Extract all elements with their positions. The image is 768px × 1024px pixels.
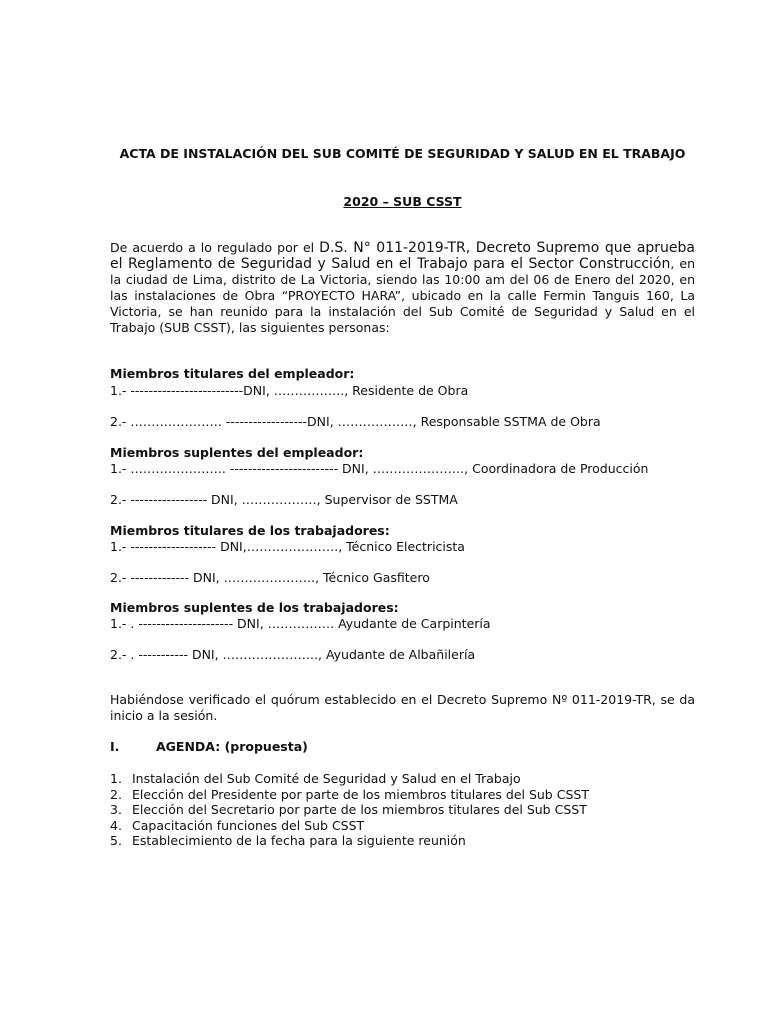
member-line: 2.- …………………. ------------------DNI, ………………, Responsable SSTMA de Obra: [110, 414, 601, 429]
agenda-title: AGENDA: (propuesta): [156, 739, 308, 754]
section-heading-titulares-empleador: Miembros titulares del empleador:: [110, 366, 355, 381]
document-title: ACTA DE INSTALACIÓN DEL SUB COMITÉ DE SEGURIDAD Y SALUD EN EL TRABAJO: [119, 146, 686, 161]
list-item-text: Establecimiento de la fecha para la siguiente reunión: [132, 833, 466, 848]
member-line: 1.- . --------------------- DNI, ……………. Ayudante de Carpintería: [110, 616, 491, 631]
list-item-text: Elección del Presidente por parte de los miembros titulares del Sub CSST: [132, 786, 589, 802]
list-item: [110, 833, 589, 849]
agenda-heading: [110, 739, 308, 754]
list-item-number: 2.: [110, 786, 122, 802]
member-line: 1.- -------------------------DNI, …………….., Residente de Obra: [110, 383, 469, 398]
member-line: 1.- ………………….. ------------------------ DNI, …………………., Coordinadora de Producción: [110, 461, 649, 476]
closing-paragraph: Habiéndose verificado el quórum establecido en el Decreto Supremo Nº 011-2019-TR, se da inicio a la sesión.: [110, 692, 695, 723]
list-item-text: Elección del Secretario por parte de los miembros titulares del Sub CSST: [132, 802, 587, 817]
member-line: 2.- ----------------- DNI, ………………, Supervisor de SSTMA: [110, 492, 458, 507]
intro-text-end: , en la ciudad de Lima, distrito de La Victoria, siendo las 10:00 am del 06 de Enero del 2020, en las instalaciones de Obra “PROYECTO HARA”, ubicado en la calle Fermin Tanguis 160, La Victoria, se han reunido para la instalación del Sub Comité de Seguridad y Salud en el Trabajo (SUB CSST), las siguientes personas:: [110, 256, 695, 335]
list-item: [110, 771, 589, 787]
list-item-number: 5.: [110, 833, 122, 848]
list-item-text: Capacitación funciones del Sub CSST: [132, 817, 365, 833]
agenda-list: [110, 771, 589, 849]
list-item-number: 3.: [110, 802, 122, 817]
document-subtitle: 2020 – SUB CSST: [343, 194, 462, 209]
section-heading-suplentes-empleador: Miembros suplentes del empleador:: [110, 445, 364, 460]
member-line: 2.- ------------- DNI, …………………., Técnico Gasfitero: [110, 570, 430, 585]
intro-decree-reference: D.S. N° 011-2019-TR, Decreto Supremo que aprueba el Reglamento de Seguridad y Salud en el Trabajo para el Sector Construcción: [110, 240, 695, 272]
member-line: 2.- . ----------- DNI, ………………….., Ayudante de Albañilería: [110, 647, 476, 662]
agenda-number: I.: [110, 739, 120, 754]
list-item: [110, 818, 589, 834]
intro-paragraph: [110, 240, 695, 336]
section-heading-titulares-trabajadores: Miembros titulares de los trabajadores:: [110, 523, 390, 538]
list-item-number: 1.: [110, 771, 122, 786]
list-item-text: Instalación del Sub Comité de Seguridad y Salud en el Trabajo: [132, 771, 521, 786]
list-item-number: 4.: [110, 817, 122, 833]
intro-text-start: De acuerdo a lo regulado por el: [110, 240, 320, 255]
member-line: 1.- ------------------- DNI,…………………., Técnico Electricista: [110, 539, 465, 554]
list-item: [110, 787, 589, 803]
list-item: [110, 802, 589, 818]
section-heading-suplentes-trabajadores: Miembros suplentes de los trabajadores:: [110, 600, 399, 615]
